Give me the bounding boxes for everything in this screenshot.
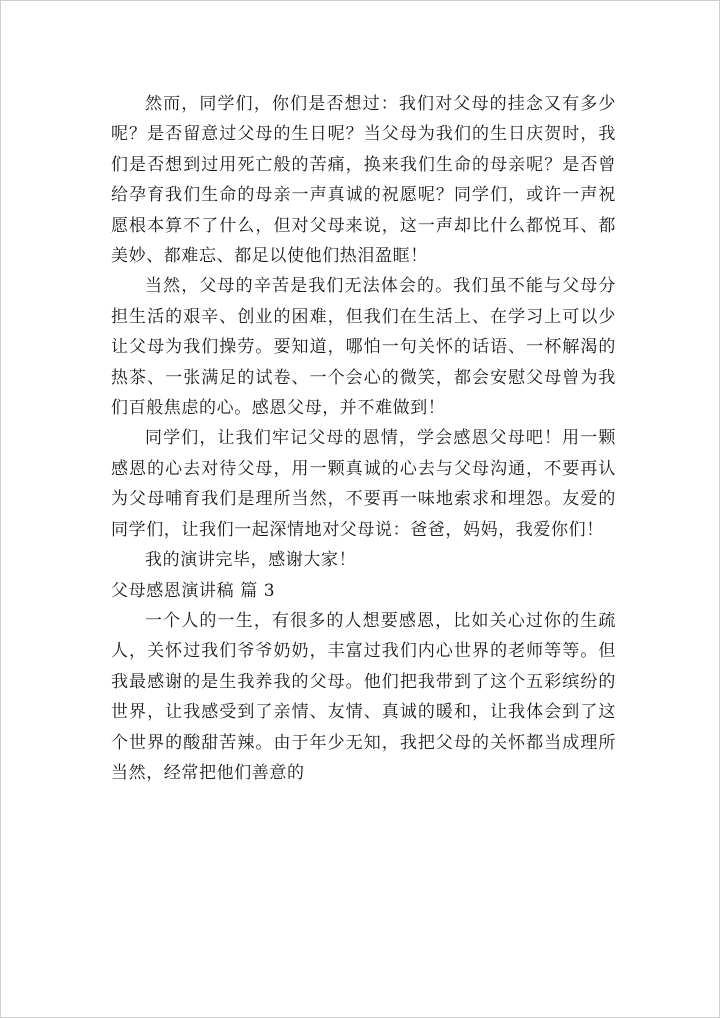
paragraph-4: 我的演讲完毕，感谢大家！ <box>145 550 357 571</box>
document-body <box>111 89 616 788</box>
paragraph-5: 一个人的一生，有很多的人想要感恩，比如关心过你的生疏人，关怀过我们爷爷奶奶，丰富过我们内心世界的老师等等。但我最感谢的是生我养我的父母。他们把我带到了这个五彩缤纷的世界，让我感受到了亲情、友情、真诚的暖和，让我体会到了这个世界的酸甜苦辣。由于年少无知，我把父母的关怀都当成理所当然，经常把他们善意的 <box>111 610 616 783</box>
paragraph-2: 当然，父母的辛苦是我们无法体会的。我们虽不能与父母分担生活的艰辛、创业的困难，但我们在生活上、在学习上可以少让父母为我们操劳。要知道，哪怕一句关怀的话语、一杯解渴的热茶、一张满足的试卷、一个会心的微笑，都会安慰父母曾为我们百般焦虑的心。感恩父母，并不难做到！ <box>111 276 616 419</box>
section-heading: 父母感恩演讲稿 篇 3 <box>111 580 276 601</box>
paragraph-3: 同学们，让我们牢记父母的恩情，学会感恩父母吧！用一颗感恩的心去对待父母，用一颗真诚的心去与父母沟通，不要再认为父母哺育我们是理所当然，不要再一味地索求和埋怨。友爱的同学们，让我们一起深情地对父母说：爸爸，妈妈，我爱你们！ <box>111 428 616 540</box>
paragraph-1: 然而，同学们，你们是否想过：我们对父母的挂念又有多少呢？是否留意过父母的生日呢？当父母为我们的生日庆贺时，我们是否想到过用死亡般的苦痛，换来我们生命的母亲呢？是否曾给孕育我们生命的母亲一声真诚的祝愿呢？同学们，或许一声祝愿根本算不了什么，但对父母来说，这一声却比什么都悦耳、都美妙、都难忘、都足以使他们热泪盈眶！ <box>111 94 616 267</box>
